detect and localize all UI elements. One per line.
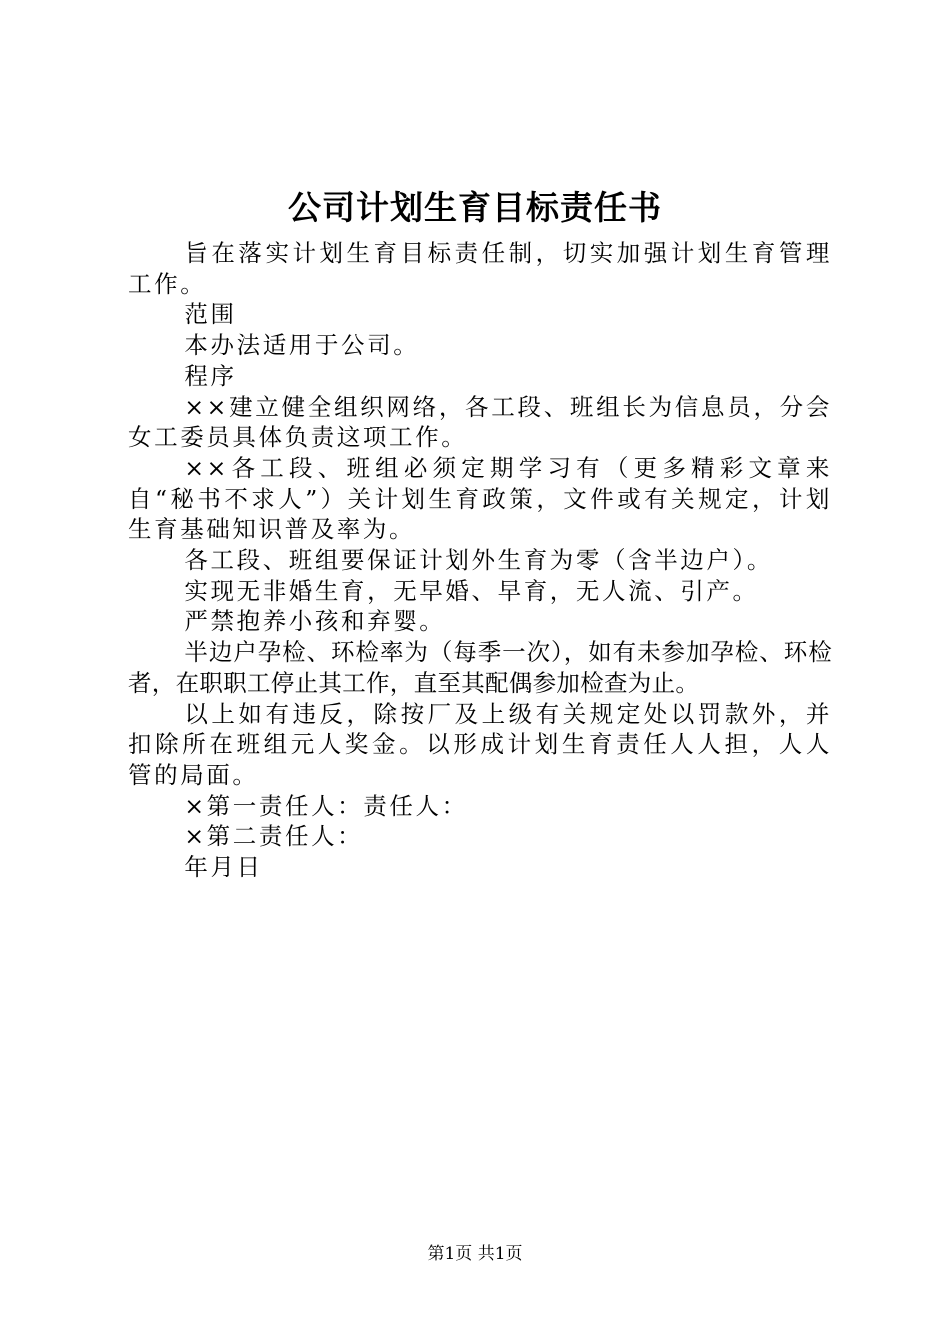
paragraph-study-policy: ××各工段、班组必须定期学习有（更多精彩文章来自“秘书不求人”）关计划生育政策，文件或有关规定，计划生育基础知识普及率为。: [128, 453, 832, 544]
paragraph-purpose: 旨在落实计划生育目标责任制，切实加强计划生育管理工作。: [128, 239, 832, 298]
paragraph-penalty: 以上如有违反，除按厂及上级有关规定处以罚款外，并扣除所在班组元人奖金。以形成计划生育责任人人担，人人管的局面。: [128, 699, 832, 789]
signature-second-responsible: ×第二责任人：: [184, 822, 364, 851]
paragraph-zero-unplanned: 各工段、班组要保证计划外生育为零（含半边户）。: [184, 546, 773, 575]
heading-scope: 范围: [184, 300, 237, 329]
signature-first-responsible: ×第一责任人：责任人：: [184, 791, 468, 820]
document-title: 公司计划生育目标责任书: [288, 188, 662, 227]
heading-procedure: 程序: [184, 361, 237, 390]
paragraph-organization: ××建立健全组织网络，各工段、班组长为信息员，分会女工委员具体负责这项工作。: [128, 392, 832, 452]
page-footer: 第1页 共1页: [427, 1244, 523, 1264]
paragraph-no-early-marriage: 实现无非婚生育，无早婚、早育，无人流、引产。: [184, 576, 759, 605]
document-body: [128, 238, 832, 883]
date-line: 年月日: [184, 853, 263, 882]
paragraph-no-adoption: 严禁抱养小孩和弃婴。: [184, 607, 446, 636]
paragraph-checkup: 半边户孕检、环检率为（每季一次），如有未参加孕检、环检者，在职职工停止其工作，直至其配偶参加检查为止。: [128, 638, 832, 697]
paragraph-scope: 本办法适用于公司。: [184, 331, 420, 360]
